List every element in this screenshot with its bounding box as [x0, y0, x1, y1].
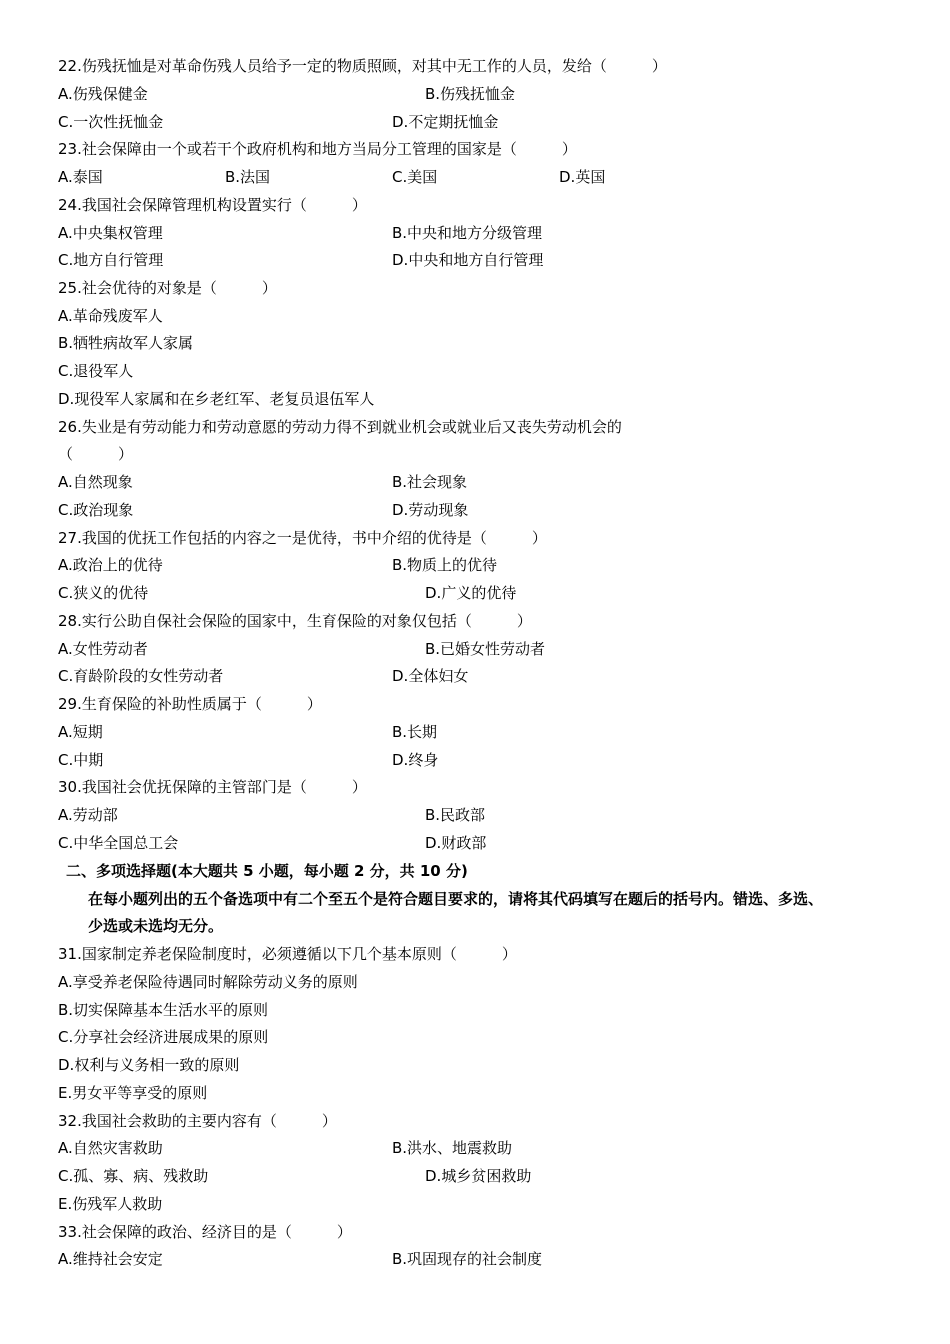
option-22c: C.一次性抚恤金 — [58, 113, 164, 131]
option-22a: A.伤残保健金 — [58, 85, 148, 103]
question-33: 33.社会保障的政治、经济目的是（ ） — [58, 1223, 352, 1241]
option-27b: B.物质上的优待 — [392, 556, 498, 574]
option-25c: C.退役军人 — [58, 362, 134, 380]
option-25b: B.牺牲病故军人家属 — [58, 334, 194, 352]
option-23d: D.英国 — [559, 168, 606, 186]
option-30b: B.民政部 — [425, 806, 486, 824]
option-31b: B.切实保障基本生活水平的原则 — [58, 1001, 269, 1019]
option-29a: A.短期 — [58, 723, 103, 741]
question-31: 31.国家制定养老保险制度时，必须遵循以下几个基本原则（ ） — [58, 945, 517, 963]
option-23b: B.法国 — [225, 168, 271, 186]
question-24: 24.我国社会保障管理机构设置实行（ ） — [58, 196, 367, 214]
option-29c: C.中期 — [58, 751, 104, 769]
section-instructions-cont: 少选或未选均无分。 — [88, 917, 224, 935]
option-31a: A.享受养老保险待遇同时解除劳动义务的原则 — [58, 973, 358, 991]
option-23c: C.美国 — [392, 168, 438, 186]
option-32d: D.城乡贫困救助 — [425, 1167, 532, 1185]
option-33b: B.巩固现存的社会制度 — [392, 1250, 543, 1268]
option-32b: B.洪水、地震救助 — [392, 1139, 513, 1157]
option-26d: D.劳动现象 — [392, 501, 469, 519]
option-32a: A.自然灾害救助 — [58, 1139, 163, 1157]
question-23: 23.社会保障由一个或若干个政府机构和地方当局分工管理的国家是（ ） — [58, 140, 577, 158]
option-25d: D.现役军人家属和在乡老红军、老复员退伍军人 — [58, 390, 375, 408]
option-26b: B.社会现象 — [392, 473, 468, 491]
option-30a: A.劳动部 — [58, 806, 118, 824]
section-instructions: 在每小题列出的五个备选项中有二个至五个是符合题目要求的，请将其代码填写在题后的括号内。错选、多选、 — [88, 890, 824, 908]
question-26-bracket: （ ） — [58, 445, 134, 463]
question-29: 29.生育保险的补助性质属于（ ） — [58, 695, 322, 713]
question-30: 30.我国社会优抚保障的主管部门是（ ） — [58, 778, 367, 796]
option-28d: D.全体妇女 — [392, 667, 469, 685]
option-27a: A.政治上的优待 — [58, 556, 163, 574]
option-24d: D.中央和地方自行管理 — [392, 251, 544, 269]
question-25: 25.社会优待的对象是（ ） — [58, 279, 277, 297]
question-27: 27.我国的优抚工作包括的内容之一是优待，书中介绍的优待是（ ） — [58, 529, 547, 547]
option-32c: C.孤、寡、病、残救助 — [58, 1167, 209, 1185]
option-22b: B.伤残抚恤金 — [425, 85, 516, 103]
option-27c: C.狭义的优待 — [58, 584, 149, 602]
option-24a: A.中央集权管理 — [58, 224, 163, 242]
option-29b: B.长期 — [392, 723, 438, 741]
section-title: 二、多项选择题(本大题共 5 小题，每小题 2 分，共 10 分) — [66, 862, 468, 880]
option-27d: D.广义的优待 — [425, 584, 517, 602]
question-22: 22.伤残抚恤是对革命伤残人员给予一定的物质照顾，对其中无工作的人员，发给（ ） — [58, 57, 667, 75]
option-24b: B.中央和地方分级管理 — [392, 224, 543, 242]
option-24c: C.地方自行管理 — [58, 251, 164, 269]
option-31e: E.男女平等享受的原则 — [58, 1084, 208, 1102]
option-30c: C.中华全国总工会 — [58, 834, 179, 852]
option-25a: A.革命残废军人 — [58, 307, 163, 325]
question-28: 28.实行公助自保社会保险的国家中，生育保险的对象仅包括（ ） — [58, 612, 532, 630]
option-26c: C.政治现象 — [58, 501, 134, 519]
option-33a: A.维持社会安定 — [58, 1250, 163, 1268]
question-32: 32.我国社会救助的主要内容有（ ） — [58, 1112, 337, 1130]
option-23a: A.泰国 — [58, 168, 103, 186]
option-29d: D.终身 — [392, 751, 439, 769]
option-28c: C.育龄阶段的女性劳动者 — [58, 667, 224, 685]
option-22d: D.不定期抚恤金 — [392, 113, 499, 131]
option-28b: B.已婚女性劳动者 — [425, 640, 546, 658]
option-31c: C.分享社会经济进展成果的原则 — [58, 1028, 269, 1046]
option-30d: D.财政部 — [425, 834, 487, 852]
option-26a: A.自然现象 — [58, 473, 133, 491]
option-31d: D.权利与义务相一致的原则 — [58, 1056, 240, 1074]
option-32e: E.伤残军人救助 — [58, 1195, 163, 1213]
option-28a: A.女性劳动者 — [58, 640, 148, 658]
question-26: 26.失业是有劳动能力和劳动意愿的劳动力得不到就业机会或就业后又丧失劳动机会的 — [58, 418, 622, 436]
